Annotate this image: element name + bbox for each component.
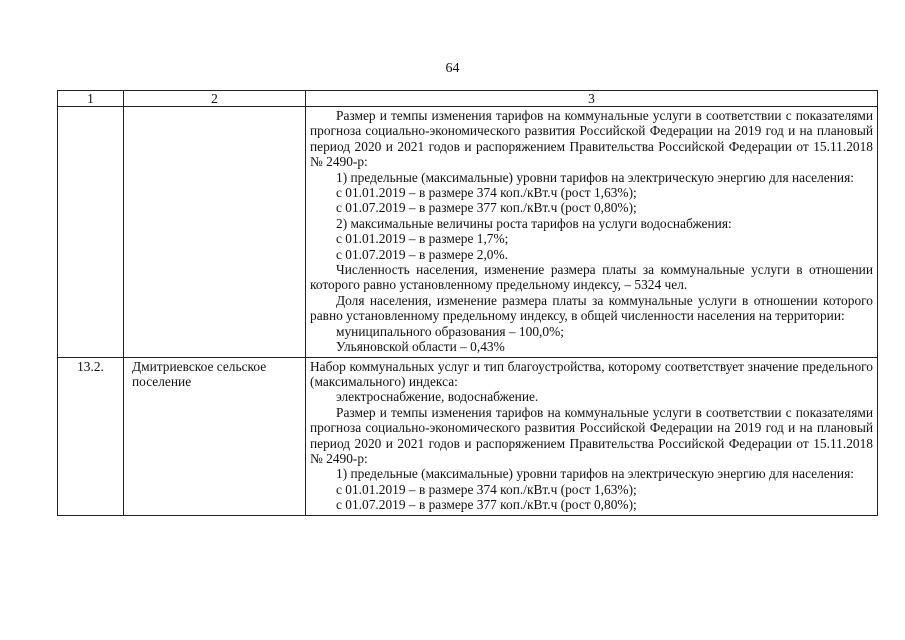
paragraph: с 01.01.2019 – в размере 374 коп./кВт.ч (рост 1,63%); [336,481,637,497]
paragraph: с 01.01.2019 – в размере 1,7%; [336,231,509,247]
column-header-3: 3 [306,91,878,107]
column-header-2: 2 [124,91,306,107]
row-number-cell [58,107,124,358]
paragraph: Численность населения, изменение размера платы за коммунальные услуги в отношении которого равно установленному предельному индексу, – 5324 чел. [310,262,873,293]
table-body [58,107,878,516]
paragraph: с 01.01.2019 – в размере 374 коп./кВт.ч (рост 1,63%); [336,185,637,201]
column-header-1: 1 [58,91,124,107]
table-row [58,357,878,515]
table-row [58,107,878,358]
paragraph: с 01.07.2019 – в размере 377 коп./кВт.ч (рост 0,80%); [336,200,637,216]
paragraph: Ульяновской области – 0,43% [336,339,505,355]
settlement-name-cell [124,107,306,358]
paragraph: Размер и темпы изменения тарифов на коммунальные услуги в соответствии с показателями прогноза социально-экономического развития Российской Федерации на 2019 год и на плановый период 2020 и 2021 годов и распоряжением Правительства Российской Федерации от 15.11.2018 № 2490-р: [310,404,873,466]
description-cell [306,357,878,515]
paragraph: 2) максимальные величины роста тарифов на услуги водоснабжения: [336,215,732,231]
paragraph: с 01.07.2019 – в размере 2,0%. [336,246,508,262]
paragraph: 1) предельные (максимальные) уровни тарифов на электрическую энергию для населения: [336,466,854,482]
table-header-row [58,91,878,107]
paragraph: Доля населения, изменение размера платы за коммунальные услуги в отношении которого равно установленному предельному индексу, в общей численности населения на территории: [310,292,873,324]
paragraph: 1) предельные (максимальные) уровни тарифов на электрическую энергию для населения: [336,169,854,185]
settlement-name-cell: Дмитриевское сельское поселение [124,357,306,515]
description-cell [306,107,878,358]
paragraph: электроснабжение, водоснабжение. [336,389,539,405]
page-number: 64 [445,61,460,76]
paragraph: муниципального образования – 100,0%; [336,323,564,339]
paragraph: Размер и темпы изменения тарифов на коммунальные услуги в соответствии с показателями прогноза социально-экономического развития Российской Федерации на 2019 год и на плановый период 2020 и 2021 годов и распоряжением Правительства Российской Федерации от 15.11.2018 № 2490-р: [310,108,873,170]
row-number-cell: 13.2. [58,357,124,515]
paragraph: Набор коммунальных услуг и тип благоустройства, которому соответствует значение предельного (максимального) индекса: [310,358,873,389]
paragraph: с 01.07.2019 – в размере 377 коп./кВт.ч (рост 0,80%); [336,497,637,513]
document-table [57,90,878,516]
